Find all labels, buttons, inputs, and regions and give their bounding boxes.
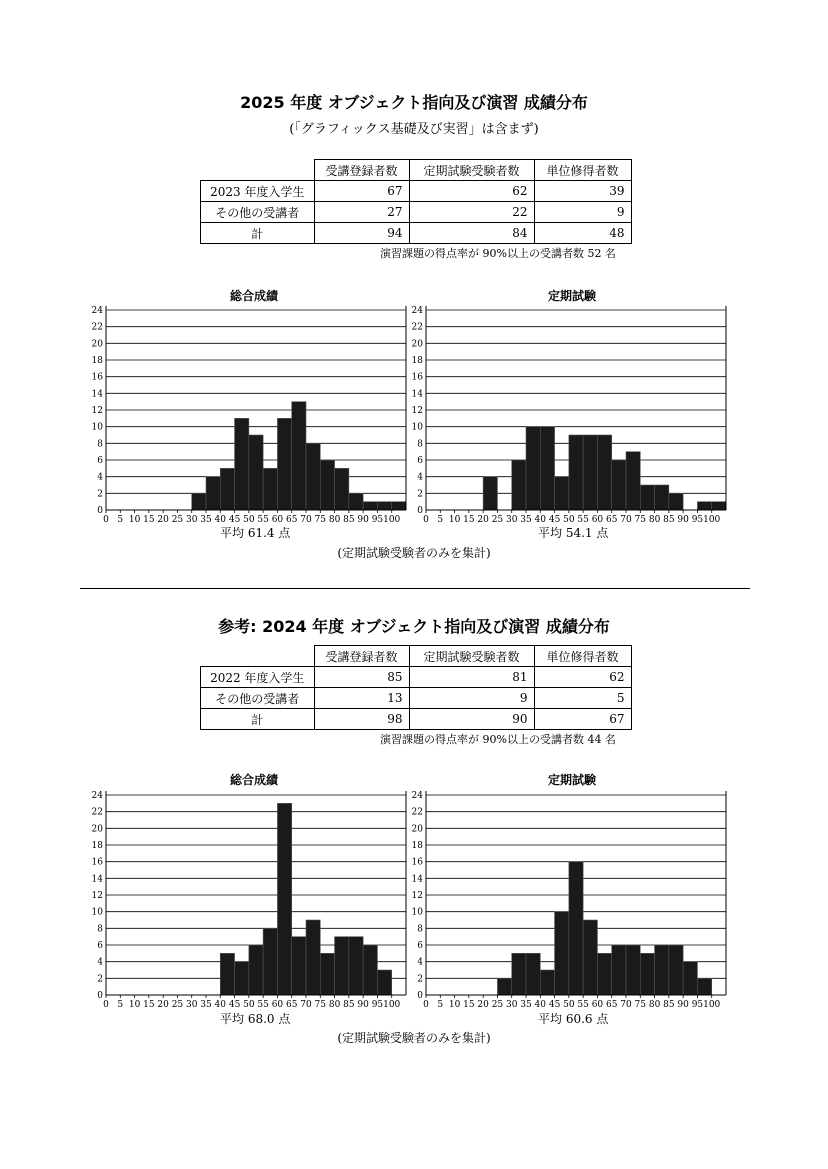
x-tick-label: 100 [383, 1000, 401, 1010]
x-tick-label: 20 [157, 1000, 169, 1010]
y-tick-label: 8 [417, 439, 423, 450]
y-tick-label: 4 [97, 472, 103, 483]
x-tick-label: 60 [591, 515, 604, 525]
y-tick-label: 2 [97, 489, 103, 500]
table-row [201, 709, 632, 730]
x-tick-label: 60 [271, 1000, 284, 1010]
x-tick-label: 95 [371, 1000, 384, 1010]
histogram-bar [220, 468, 234, 510]
x-tick-label: 40 [214, 515, 227, 525]
row-label: 計 [201, 223, 315, 244]
y-tick-label: 2 [417, 489, 423, 500]
x-tick-label: 0 [103, 515, 109, 525]
histogram-bar [277, 418, 291, 510]
table-cell: 48 [534, 223, 631, 244]
x-tick-label: 65 [605, 1000, 618, 1010]
histogram-bar [512, 460, 526, 510]
x-tick-label: 40 [534, 1000, 547, 1010]
histogram-bar [569, 435, 583, 510]
page-subtitle: (「グラフィックス基礎及び実習」は含まず) [289, 122, 539, 137]
footnote: (定期試験受験者のみを集計) [337, 546, 491, 560]
reference-title: 参考: 2024 年度 オブジェクト指向及び演習 成績分布 [218, 617, 610, 636]
table-cell: 84 [409, 223, 534, 244]
table-row [201, 688, 632, 709]
x-tick-label: 75 [314, 515, 327, 525]
x-tick-label: 30 [505, 515, 518, 525]
table-cell: 98 [314, 709, 409, 730]
row-label: その他の受講者 [201, 688, 315, 709]
x-tick-label: 80 [648, 1000, 661, 1010]
histogram-bar [697, 502, 711, 510]
x-tick-label: 30 [185, 515, 198, 525]
y-tick-label: 24 [411, 306, 423, 316]
y-tick-label: 14 [91, 389, 103, 400]
column-header: 受講登録者数 [314, 646, 409, 667]
y-tick-label: 10 [411, 422, 423, 433]
histogram-bar [263, 468, 277, 510]
x-tick-label: 65 [285, 515, 298, 525]
x-tick-label: 55 [577, 515, 589, 525]
x-tick-label: 30 [185, 1000, 198, 1010]
y-tick-label: 2 [97, 974, 103, 985]
x-tick-label: 45 [548, 1000, 561, 1010]
x-tick-label: 35 [520, 515, 532, 525]
histogram-bar [626, 452, 640, 510]
y-tick-label: 10 [91, 907, 103, 918]
x-tick-label: 95 [691, 515, 704, 525]
table-cell: 62 [409, 181, 534, 202]
table-row [201, 223, 632, 244]
x-tick-label: 25 [171, 515, 184, 525]
x-tick-label: 75 [634, 1000, 647, 1010]
histogram-bar [320, 953, 334, 995]
row-label: 計 [201, 709, 315, 730]
y-tick-label: 14 [411, 389, 423, 400]
table-corner [201, 646, 315, 667]
table-cell: 90 [409, 709, 534, 730]
histogram-bar [235, 962, 249, 995]
x-tick-label: 10 [448, 1000, 461, 1010]
row-label: 2023 年度入学生 [201, 181, 315, 202]
chart-title: 総合成績 [230, 289, 279, 303]
table-cell: 9 [534, 202, 631, 223]
x-tick-label: 25 [491, 515, 504, 525]
histogram-bar [540, 427, 554, 510]
x-tick-label: 100 [383, 515, 401, 525]
y-tick-label: 12 [91, 891, 103, 901]
x-tick-label: 90 [357, 515, 369, 525]
histogram-bar [512, 953, 526, 995]
y-tick-label: 20 [91, 824, 103, 835]
table-cell: 94 [314, 223, 409, 244]
x-tick-label: 90 [357, 1000, 369, 1010]
histogram-bar [597, 435, 611, 510]
x-tick-label: 85 [343, 1000, 355, 1010]
x-tick-label: 70 [300, 1000, 312, 1010]
histogram-bar [335, 468, 349, 510]
histogram-bar [655, 485, 669, 510]
histogram-bar [626, 945, 640, 995]
histogram-bar [597, 953, 611, 995]
x-tick-label: 60 [271, 515, 284, 525]
x-tick-label: 10 [448, 515, 461, 525]
column-header: 単位修得者数 [534, 160, 631, 181]
y-tick-label: 4 [97, 957, 103, 968]
histogram-bar [555, 477, 569, 510]
x-tick-label: 45 [228, 1000, 241, 1010]
column-header: 単位修得者数 [534, 646, 631, 667]
table-cell: 39 [534, 181, 631, 202]
x-tick-label: 65 [285, 1000, 298, 1010]
x-tick-label: 60 [591, 1000, 604, 1010]
x-tick-label: 100 [703, 515, 721, 525]
y-tick-label: 22 [91, 322, 103, 333]
y-tick-label: 18 [91, 841, 103, 851]
y-tick-label: 16 [411, 372, 423, 383]
histogram-bar [206, 477, 220, 510]
y-tick-label: 8 [97, 924, 103, 935]
table-cell: 9 [409, 688, 534, 709]
x-tick-label: 80 [648, 515, 661, 525]
y-tick-label: 10 [411, 907, 423, 918]
x-tick-label: 15 [143, 515, 155, 525]
histogram-bar [306, 443, 320, 510]
y-tick-label: 18 [411, 841, 423, 851]
table-row [201, 667, 632, 688]
y-tick-label: 20 [411, 824, 423, 835]
x-tick-label: 85 [343, 515, 355, 525]
y-tick-label: 6 [417, 456, 423, 466]
table-cell: 67 [534, 709, 631, 730]
histogram-bar [306, 920, 320, 995]
histogram-bar [669, 945, 683, 995]
row-label: その他の受講者 [201, 202, 315, 223]
table-cell: 62 [534, 667, 631, 688]
histogram-bar [669, 493, 683, 510]
row-label: 2022 年度入学生 [201, 667, 315, 688]
histogram-bar [612, 945, 626, 995]
mean-label: 平均 68.0 点 [220, 1012, 291, 1026]
section-divider [80, 588, 750, 589]
histogram-exam-2024 [400, 785, 730, 1015]
x-tick-label: 50 [243, 1000, 255, 1010]
table-row [201, 181, 632, 202]
x-tick-label: 50 [563, 1000, 575, 1010]
x-tick-label: 20 [157, 515, 169, 525]
x-tick-label: 20 [477, 515, 489, 525]
chart-title: 総合成績 [230, 773, 279, 787]
y-tick-label: 22 [91, 807, 103, 818]
x-tick-label: 70 [620, 1000, 632, 1010]
y-tick-label: 20 [91, 339, 103, 350]
histogram-bar [235, 418, 249, 510]
y-tick-label: 6 [417, 941, 423, 951]
x-tick-label: 25 [171, 1000, 184, 1010]
x-tick-label: 80 [328, 515, 341, 525]
y-tick-label: 12 [411, 406, 423, 416]
histogram-bar [320, 460, 334, 510]
x-tick-label: 10 [128, 515, 141, 525]
x-tick-label: 15 [143, 1000, 155, 1010]
y-tick-label: 16 [91, 857, 103, 868]
histogram-bar [349, 493, 363, 510]
y-tick-label: 24 [91, 306, 103, 316]
y-tick-label: 16 [91, 372, 103, 383]
x-tick-label: 50 [243, 515, 255, 525]
y-tick-label: 4 [417, 957, 423, 968]
x-tick-label: 40 [214, 1000, 227, 1010]
x-tick-label: 75 [314, 1000, 327, 1010]
histogram-bar [335, 937, 349, 995]
table-cell: 5 [534, 688, 631, 709]
histogram-bar [555, 912, 569, 995]
table-cell: 67 [314, 181, 409, 202]
enrollment-table-2025 [200, 159, 632, 244]
histogram-bar [640, 953, 654, 995]
histogram-bar [712, 502, 726, 510]
chart-title: 定期試験 [548, 773, 597, 787]
x-tick-label: 70 [620, 515, 632, 525]
table-cell: 85 [314, 667, 409, 688]
histogram-bar [377, 502, 391, 510]
x-tick-label: 55 [257, 515, 269, 525]
x-tick-label: 5 [437, 515, 444, 525]
y-tick-label: 0 [97, 991, 103, 1001]
y-tick-label: 24 [91, 791, 103, 801]
x-tick-label: 95 [691, 1000, 704, 1010]
x-tick-label: 90 [677, 515, 689, 525]
histogram-bar [497, 978, 511, 995]
histogram-bar [249, 435, 263, 510]
histogram-total-2025 [80, 300, 410, 530]
histogram-bar [583, 435, 597, 510]
x-tick-label: 0 [423, 1000, 429, 1010]
x-tick-label: 5 [437, 1000, 444, 1010]
x-tick-label: 15 [463, 515, 475, 525]
table-header-row [201, 646, 632, 667]
histogram-bar [349, 937, 363, 995]
histogram-bar [526, 953, 540, 995]
table-cell: 27 [314, 202, 409, 223]
x-tick-label: 25 [491, 1000, 504, 1010]
x-tick-label: 35 [200, 515, 212, 525]
x-tick-label: 5 [117, 515, 124, 525]
y-tick-label: 18 [411, 356, 423, 366]
histogram-bar [277, 803, 291, 995]
y-tick-label: 6 [97, 456, 103, 466]
y-tick-label: 14 [411, 874, 423, 885]
footnote: (定期試験受験者のみを集計) [337, 1031, 491, 1045]
column-header: 定期試験受験者数 [409, 160, 534, 181]
y-tick-label: 4 [417, 472, 423, 483]
y-tick-label: 10 [91, 422, 103, 433]
histogram-bar [263, 928, 277, 995]
y-tick-label: 16 [411, 857, 423, 868]
y-tick-label: 24 [411, 791, 423, 801]
histogram-bar [697, 978, 711, 995]
mean-label: 平均 61.4 点 [220, 526, 291, 540]
table-corner [201, 160, 315, 181]
x-tick-label: 65 [605, 515, 618, 525]
histogram-bar [569, 862, 583, 995]
y-tick-label: 22 [411, 807, 423, 818]
table-header-row [201, 160, 632, 181]
histogram-bar [249, 945, 263, 995]
x-tick-label: 20 [477, 1000, 489, 1010]
histogram-bar [292, 937, 306, 995]
high-score-note: 演習課題の得点率が 90%以上の受講者数 44 名 [380, 733, 616, 746]
histogram-bar [612, 460, 626, 510]
y-tick-label: 8 [417, 924, 423, 935]
table-row [201, 202, 632, 223]
histogram-bar [583, 920, 597, 995]
x-tick-label: 55 [257, 1000, 269, 1010]
column-header: 定期試験受験者数 [409, 646, 534, 667]
y-tick-label: 0 [417, 991, 423, 1001]
histogram-exam-2025 [400, 300, 730, 530]
histogram-bar [683, 962, 697, 995]
x-tick-label: 100 [703, 1000, 721, 1010]
table-cell: 81 [409, 667, 534, 688]
histogram-bar [483, 477, 497, 510]
histogram-bar [363, 945, 377, 995]
x-tick-label: 0 [423, 515, 429, 525]
x-tick-label: 35 [520, 1000, 532, 1010]
x-tick-label: 85 [663, 1000, 675, 1010]
y-tick-label: 14 [91, 874, 103, 885]
y-tick-label: 6 [97, 941, 103, 951]
mean-label: 平均 54.1 点 [538, 526, 609, 540]
table-cell: 22 [409, 202, 534, 223]
y-tick-label: 0 [97, 506, 103, 516]
x-tick-label: 40 [534, 515, 547, 525]
high-score-note: 演習課題の得点率が 90%以上の受講者数 52 名 [380, 247, 616, 260]
x-tick-label: 75 [634, 515, 647, 525]
table-cell: 13 [314, 688, 409, 709]
x-tick-label: 5 [117, 1000, 124, 1010]
x-tick-label: 45 [228, 515, 241, 525]
x-tick-label: 35 [200, 1000, 212, 1010]
x-tick-label: 30 [505, 1000, 518, 1010]
x-tick-label: 80 [328, 1000, 341, 1010]
y-tick-label: 0 [417, 506, 423, 516]
y-tick-label: 20 [411, 339, 423, 350]
y-tick-label: 12 [91, 406, 103, 416]
histogram-bar [192, 493, 206, 510]
enrollment-table-2024 [200, 645, 632, 730]
histogram-total-2024 [80, 785, 410, 1015]
mean-label: 平均 60.6 点 [538, 1012, 609, 1026]
x-tick-label: 0 [103, 1000, 109, 1010]
y-tick-label: 8 [97, 439, 103, 450]
column-header: 受講登録者数 [314, 160, 409, 181]
histogram-bar [640, 485, 654, 510]
x-tick-label: 10 [128, 1000, 141, 1010]
y-tick-label: 22 [411, 322, 423, 333]
histogram-bar [220, 953, 234, 995]
x-tick-label: 55 [577, 1000, 589, 1010]
histogram-bar [526, 427, 540, 510]
x-tick-label: 85 [663, 515, 675, 525]
page-title: 2025 年度 オブジェクト指向及び演習 成績分布 [240, 93, 588, 112]
x-tick-label: 70 [300, 515, 312, 525]
histogram-bar [655, 945, 669, 995]
x-tick-label: 50 [563, 515, 575, 525]
histogram-bar [292, 402, 306, 510]
chart-title: 定期試験 [548, 289, 597, 303]
histogram-bar [540, 970, 554, 995]
y-tick-label: 12 [411, 891, 423, 901]
histogram-bar [363, 502, 377, 510]
y-tick-label: 18 [91, 356, 103, 366]
x-tick-label: 15 [463, 1000, 475, 1010]
x-tick-label: 45 [548, 515, 561, 525]
x-tick-label: 90 [677, 1000, 689, 1010]
x-tick-label: 95 [371, 515, 384, 525]
y-tick-label: 2 [417, 974, 423, 985]
histogram-bar [377, 970, 391, 995]
